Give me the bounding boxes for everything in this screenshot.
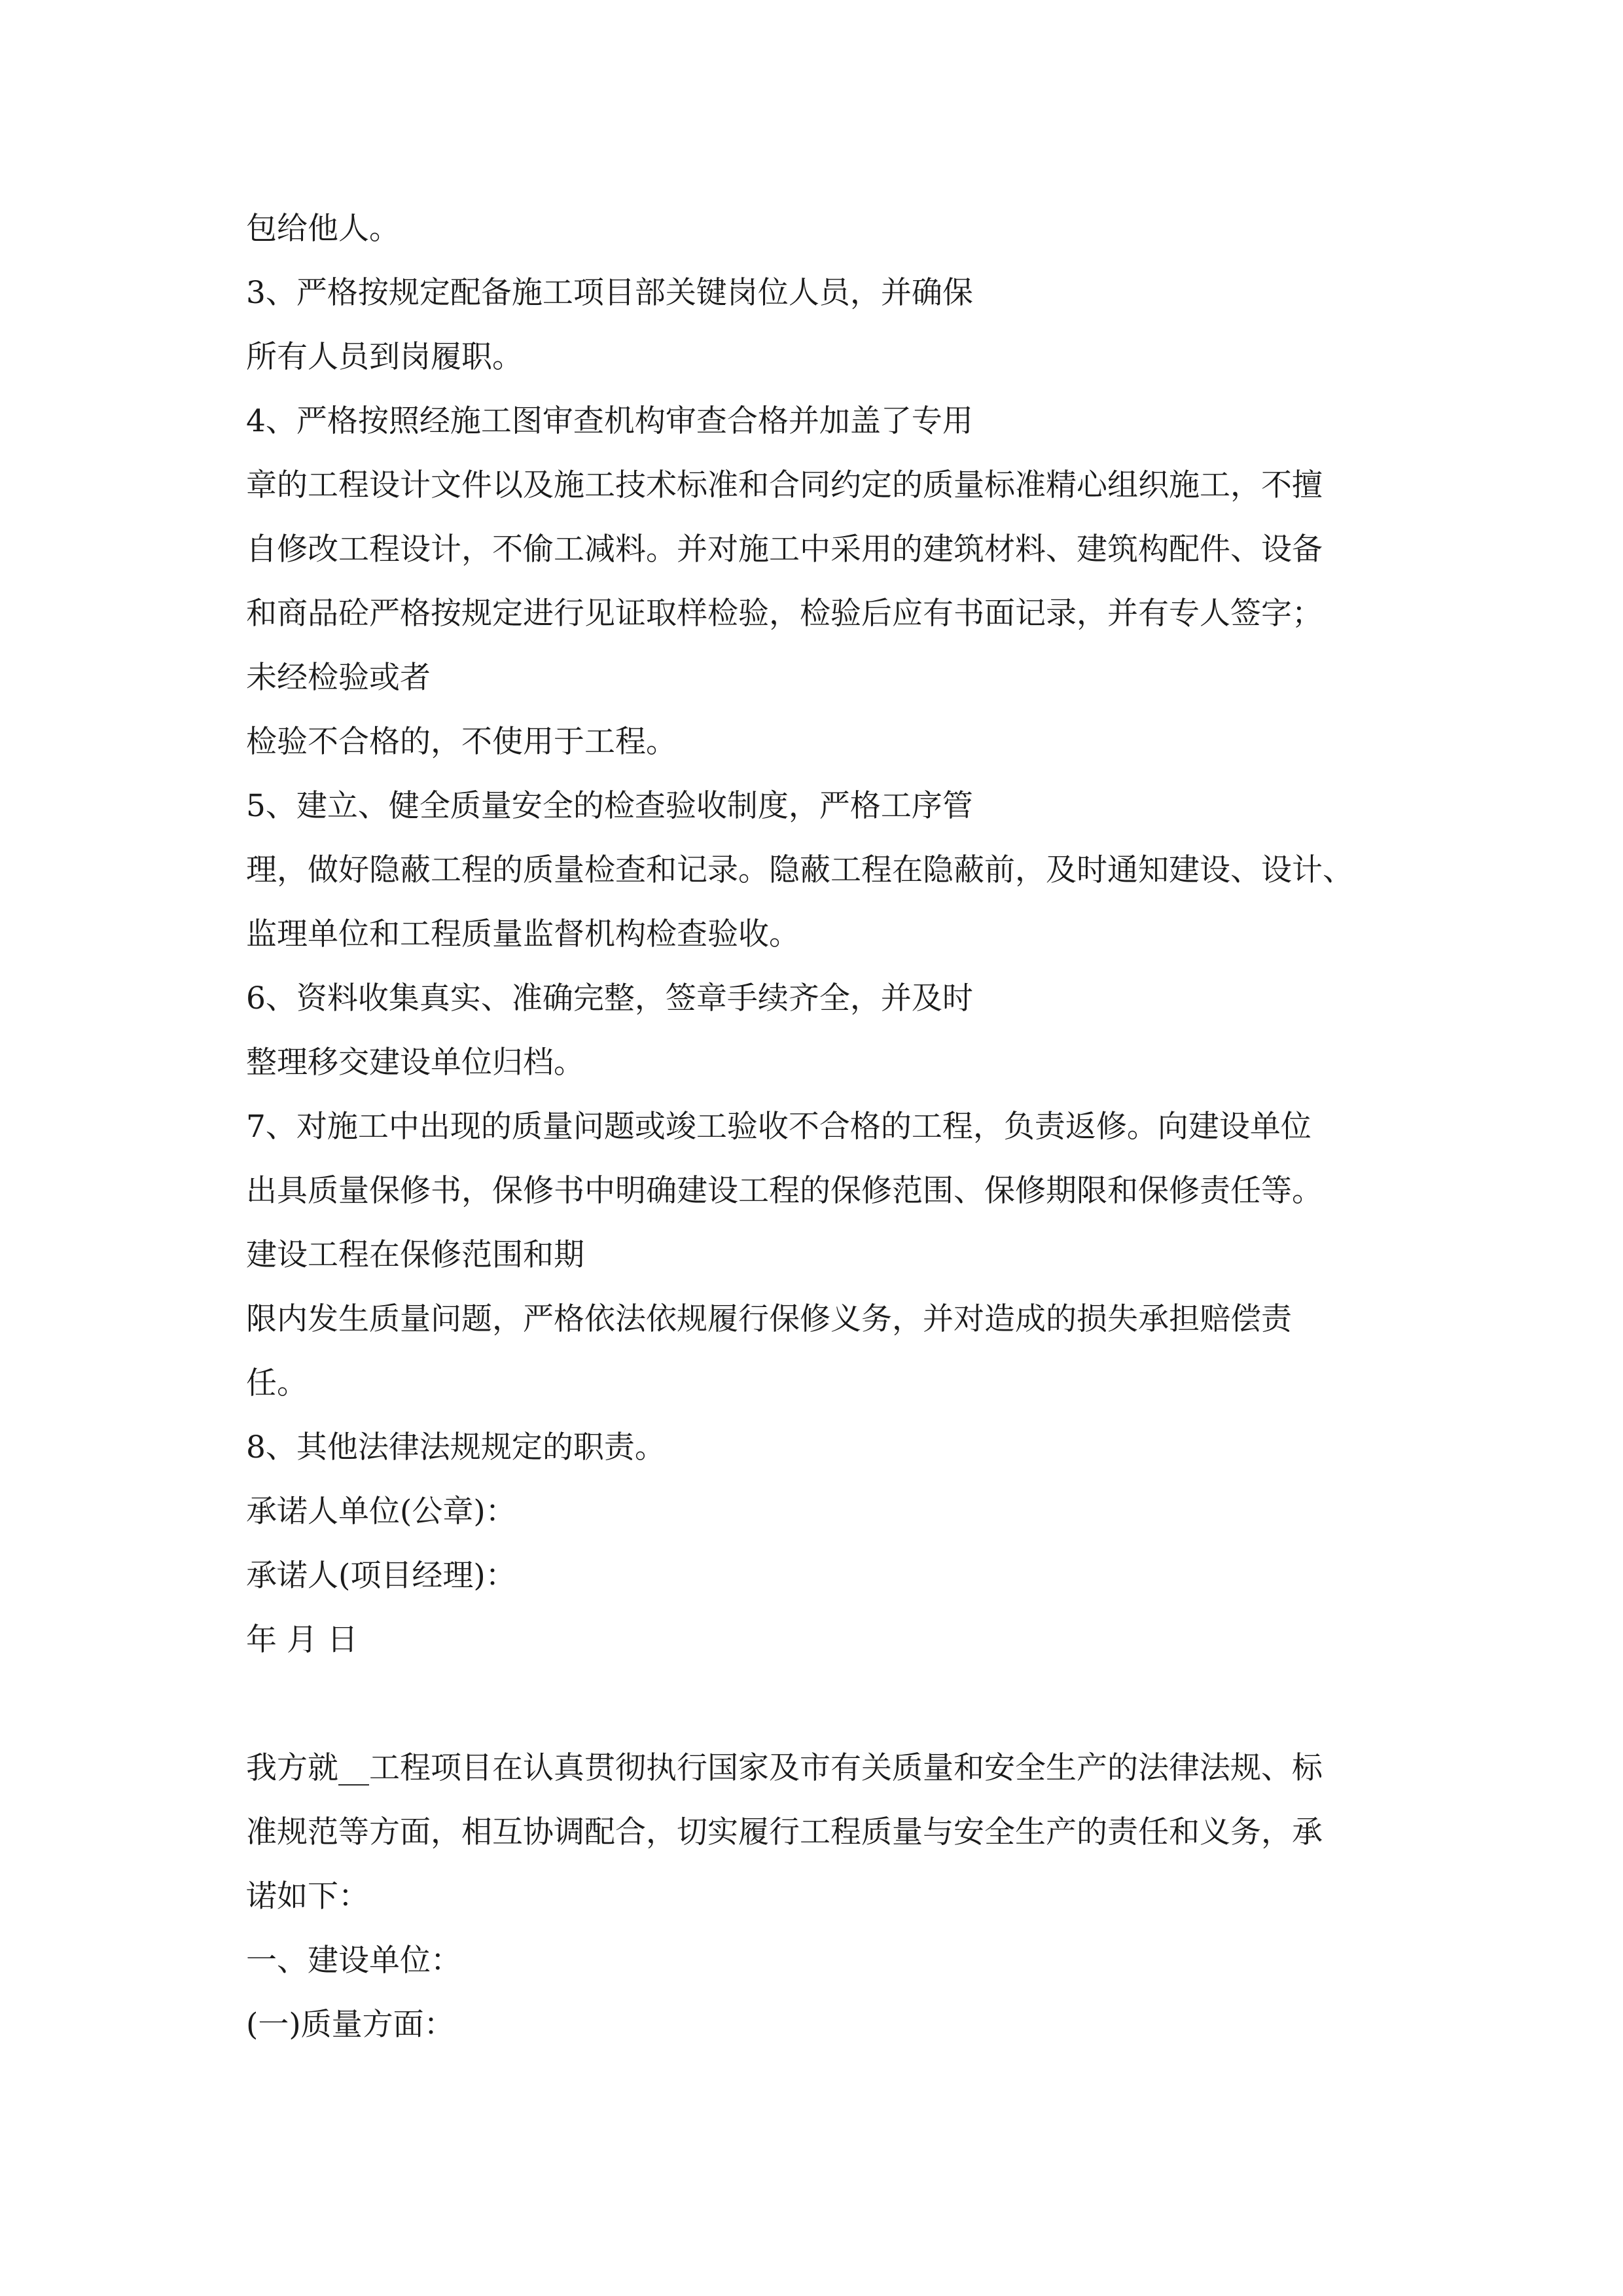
- text-line: 3、严格按规定配备施工项目部关键岗位人员，并确保: [246, 275, 973, 311]
- text-line: 未经检验或者: [246, 660, 431, 696]
- text-line: 出具质量保修书，保修书中明确建设工程的保修范围、保修期限和保修责任等。: [246, 1173, 1323, 1209]
- text-line: 检验不合格的，不使用于工程。: [246, 724, 677, 760]
- text-line: 整理移交建设单位归档。: [246, 1045, 584, 1081]
- text-line: 准规范等方面，相互协调配合，切实履行工程质量与安全生产的责任和义务，承: [246, 1814, 1323, 1850]
- section-heading: 一、建设单位：: [246, 1943, 461, 1979]
- signature-unit-label: 承诺人单位(公章)：: [246, 1494, 516, 1530]
- date-label: 年 月 日: [246, 1622, 358, 1658]
- subsection-heading: (一)质量方面：: [246, 2007, 455, 2043]
- text-line: 理，做好隐蔽工程的质量检查和记录。隐蔽工程在隐蔽前，及时通知建设、设计、: [246, 852, 1353, 888]
- text-line: 诺如下：: [246, 1878, 369, 1914]
- text-line: 自修改工程设计，不偷工减料。并对施工中采用的建筑材料、建筑构配件、设备: [246, 531, 1323, 567]
- text-line: 任。: [246, 1365, 308, 1401]
- text-line: 章的工程设计文件以及施工技术标准和合同约定的质量标准精心组织施工，不擅: [246, 467, 1323, 503]
- text-line: 我方就__工程项目在认真贯彻执行国家及市有关质量和安全生产的法律法规、标: [246, 1750, 1323, 1786]
- text-line: 包给他人。: [246, 211, 400, 247]
- text-line: 建设工程在保修范围和期: [246, 1237, 584, 1273]
- text-line: 所有人员到岗履职。: [246, 339, 523, 375]
- text-line: 7、对施工中出现的质量问题或竣工验收不合格的工程，负责返修。向建设单位: [246, 1109, 1311, 1145]
- text-line: 6、资料收集真实、准确完整，签章手续齐全，并及时: [246, 980, 973, 1016]
- text-line: 4、严格按照经施工图审查机构审查合格并加盖了专用: [246, 403, 973, 439]
- text-line: 监理单位和工程质量监督机构检查验收。: [246, 916, 800, 952]
- text-line: 限内发生质量问题，严格依法依规履行保修义务，并对造成的损失承担赔偿责: [246, 1301, 1292, 1337]
- text-line: 8、其他法律法规规定的职责。: [246, 1429, 666, 1465]
- signature-manager-label: 承诺人(项目经理)：: [246, 1558, 516, 1594]
- text-line: 5、建立、健全质量安全的检查验收制度，严格工序管: [246, 788, 973, 824]
- text-line: 和商品砼严格按规定进行见证取样检验，检验后应有书面记录，并有专人签字；: [246, 596, 1323, 632]
